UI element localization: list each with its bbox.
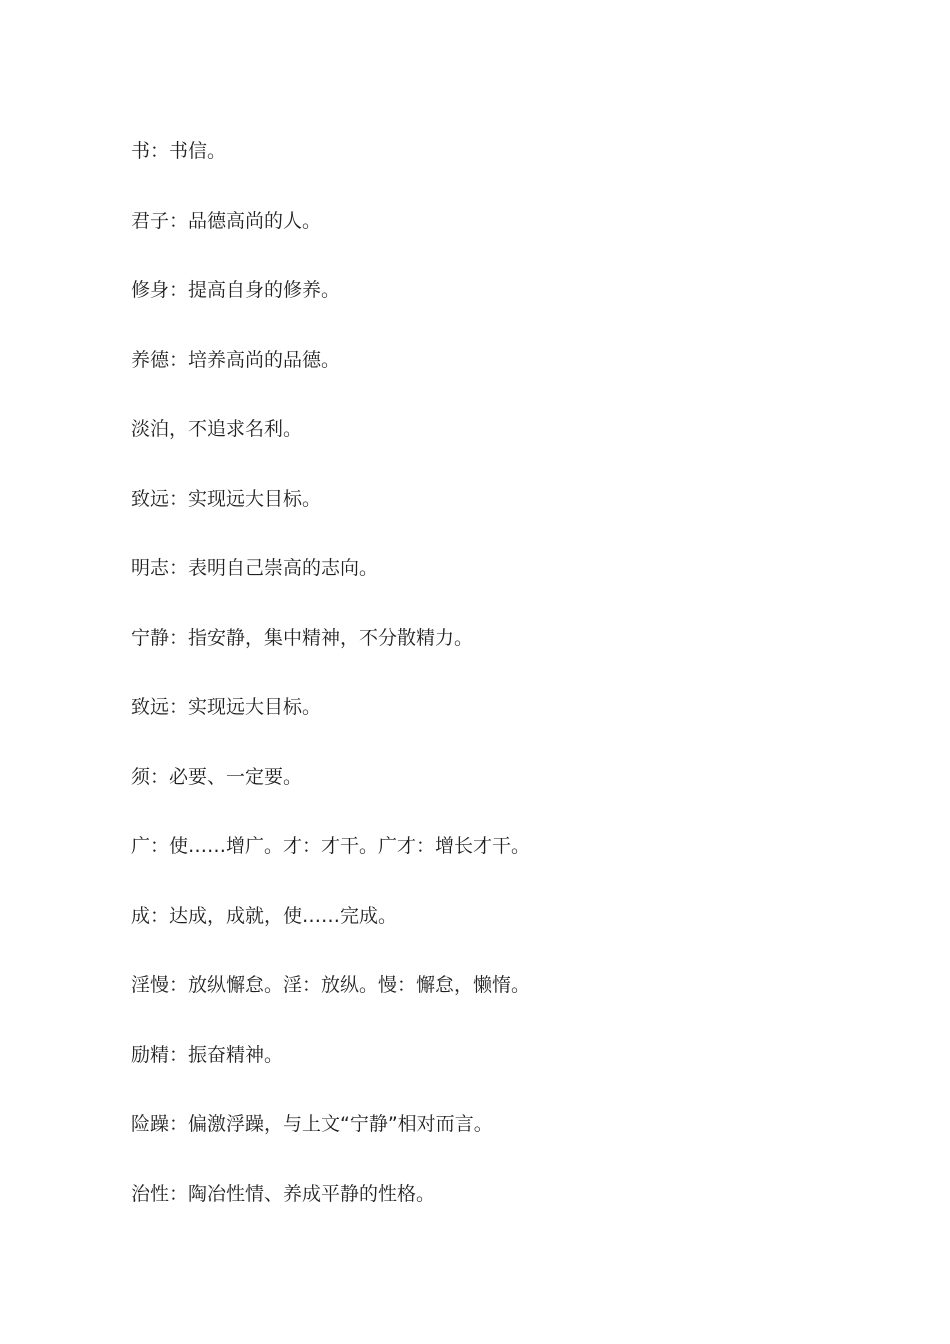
annotation-line: 须：必要、一定要。 [131,765,303,788]
annotation-line: 君子：品德高尚的人。 [131,209,322,232]
annotation-line: 成：达成，成就，使……完成。 [131,904,398,927]
annotation-line: 淫慢：放纵懈怠。淫：放纵。慢：懈怠，懒惰。 [131,974,531,996]
annotation-line: 致远：实现远大目标。 [131,487,322,510]
annotation-line: 宁静：指安静，集中精神，不分散精力。 [131,626,474,649]
annotation-line: 淡泊，不追求名利。 [131,418,303,440]
annotation-line: 养德：培养高尚的品德。 [131,348,341,371]
annotation-line: 险躁：偏激浮躁，与上文“宁静”相对而言。 [131,1113,493,1135]
annotation-line: 明志：表明自己崇高的志向。 [131,557,379,579]
annotation-list [131,137,530,1249]
annotation-line: 励精：振奋精神。 [131,1043,284,1066]
annotation-line: 致远：实现远大目标。 [131,696,322,718]
annotation-line: 治性：陶冶性情、养成平静的性格。 [131,1182,436,1205]
annotation-line: 书：书信。 [131,140,227,162]
annotation-line: 修身：提高自身的修养。 [131,279,341,301]
annotation-line: 广：使……增广。才：才干。广才：增长才干。 [131,835,531,857]
